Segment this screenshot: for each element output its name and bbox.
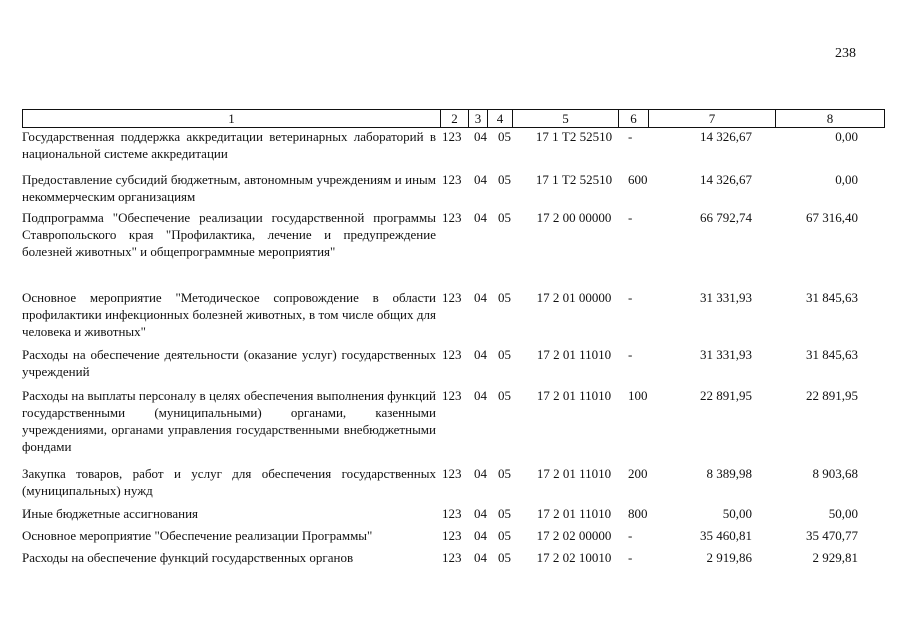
row-min: 123 (442, 129, 462, 144)
row-sub: 05 (498, 466, 511, 481)
row-vr: - (628, 290, 633, 305)
header-col-5: 5 (513, 110, 619, 127)
header-col-6: 6 (619, 110, 649, 127)
row-min: 123 (442, 290, 462, 305)
header-col-4: 4 (488, 110, 513, 127)
row-csr: 17 2 00 00000 (536, 210, 612, 225)
row-name: Предоставление субсидий бюджетным, автономным учреждениям и иным некоммерческим организациям (22, 172, 436, 204)
header-col-1: 1 (23, 110, 441, 127)
row-sec: 04 (474, 347, 487, 362)
row-amount-year1: 31 331,93 (700, 347, 752, 362)
table-header (22, 109, 885, 128)
row-name: Иные бюджетные ассигнования (22, 506, 199, 521)
row-amount-year2: 8 903,68 (812, 466, 858, 481)
row-min: 123 (442, 388, 462, 403)
row-amount-year1: 50,00 (722, 506, 752, 521)
row-name: Закупка товаров, работ и услуг для обеспечения государственных (муниципальных) нужд (22, 466, 436, 498)
row-sub: 05 (498, 388, 511, 403)
row-csr: 17 2 01 11010 (536, 347, 612, 362)
row-sub: 05 (498, 290, 511, 305)
row-csr: 17 2 01 11010 (536, 466, 612, 481)
row-amount-year2: 22 891,95 (806, 388, 858, 403)
row-sub: 05 (498, 550, 511, 565)
row-sec: 04 (474, 129, 487, 144)
row-vr: - (628, 210, 633, 225)
header-col-8: 8 (826, 111, 834, 126)
row-name: Расходы на обеспечение функций государственных органов (22, 550, 354, 565)
row-csr: 17 2 02 00000 (536, 528, 612, 543)
row-name: Расходы на обеспечение деятельности (оказание услуг) государственных учреждений (22, 347, 436, 379)
row-vr: - (628, 129, 633, 144)
row-vr: 600 (628, 172, 648, 187)
row-sec: 04 (474, 210, 487, 225)
row-sub: 05 (498, 506, 511, 521)
row-vr: 800 (628, 506, 648, 521)
row-csr: 17 1 Т2 52510 (535, 172, 613, 187)
row-amount-year2: 31 845,63 (806, 290, 858, 305)
row-csr: 17 2 01 00000 (536, 290, 612, 305)
row-vr: 200 (628, 466, 648, 481)
row-amount-year1: 14 326,67 (700, 172, 752, 187)
row-csr: 17 2 01 11010 (536, 506, 612, 521)
row-amount-year1: 2 919,86 (706, 550, 752, 565)
row-amount-year1: 22 891,95 (700, 388, 752, 403)
row-min: 123 (442, 347, 462, 362)
row-amount-year2: 50,00 (828, 506, 858, 521)
row-min: 123 (442, 172, 462, 187)
row-min: 123 (442, 466, 462, 481)
row-vr: 100 (628, 388, 648, 403)
row-name: Расходы на выплаты персоналу в целях обеспечения выполнения функций государственными (муниципальными) органами, казенными учреждениями, органами управления государственными внебюджетными фондами (22, 388, 436, 454)
row-sec: 04 (474, 550, 487, 565)
row-sub: 05 (498, 347, 511, 362)
row-sec: 04 (474, 466, 487, 481)
row-amount-year2: 2 929,81 (812, 550, 858, 565)
row-name: Основное мероприятие "Методическое сопровождение в области профилактики инфекционных болезней животных, в том числе общих для человека и животных" (22, 290, 436, 339)
page-number: 238 (835, 46, 856, 61)
row-min: 123 (442, 528, 462, 543)
row-vr: - (628, 347, 633, 362)
row-csr: 17 2 01 11010 (536, 388, 612, 403)
row-sec: 04 (474, 290, 487, 305)
header-col-7: 7 (649, 110, 776, 127)
row-sub: 05 (498, 172, 511, 187)
row-sec: 04 (474, 506, 487, 521)
row-csr: 17 1 Т2 52510 (535, 129, 613, 144)
row-amount-year1: 35 460,81 (700, 528, 752, 543)
row-min: 123 (442, 210, 462, 225)
row-min: 123 (442, 550, 462, 565)
header-col-2: 2 (441, 110, 469, 127)
row-amount-year2: 0,00 (835, 129, 858, 144)
row-amount-year1: 14 326,67 (700, 129, 752, 144)
row-sub: 05 (498, 210, 511, 225)
header-col-3: 3 (469, 110, 488, 127)
row-name: Подпрограмма "Обеспечение реализации государственной программы Ставропольского края "Профилактика, лечение и предупреждение болезней животных" и общепрограммные мероприятия" (22, 210, 436, 259)
row-amount-year2: 31 845,63 (806, 347, 858, 362)
row-sec: 04 (474, 528, 487, 543)
row-name: Государственная поддержка аккредитации ветеринарных лабораторий в национальной системе аккредитации (22, 129, 436, 161)
row-amount-year2: 67 316,40 (806, 210, 858, 225)
row-sub: 05 (498, 528, 511, 543)
row-sec: 04 (474, 388, 487, 403)
row-sub: 05 (498, 129, 511, 144)
row-vr: - (628, 550, 633, 565)
row-amount-year1: 31 331,93 (700, 290, 752, 305)
row-amount-year2: 0,00 (835, 172, 858, 187)
row-sec: 04 (474, 172, 487, 187)
row-vr: - (628, 528, 633, 543)
row-amount-year1: 66 792,74 (700, 210, 752, 225)
row-min: 123 (442, 506, 462, 521)
row-csr: 17 2 02 10010 (536, 550, 612, 565)
row-amount-year2: 35 470,77 (806, 528, 858, 543)
row-amount-year1: 8 389,98 (706, 466, 752, 481)
row-name: Основное мероприятие "Обеспечение реализации Программы" (22, 528, 373, 543)
